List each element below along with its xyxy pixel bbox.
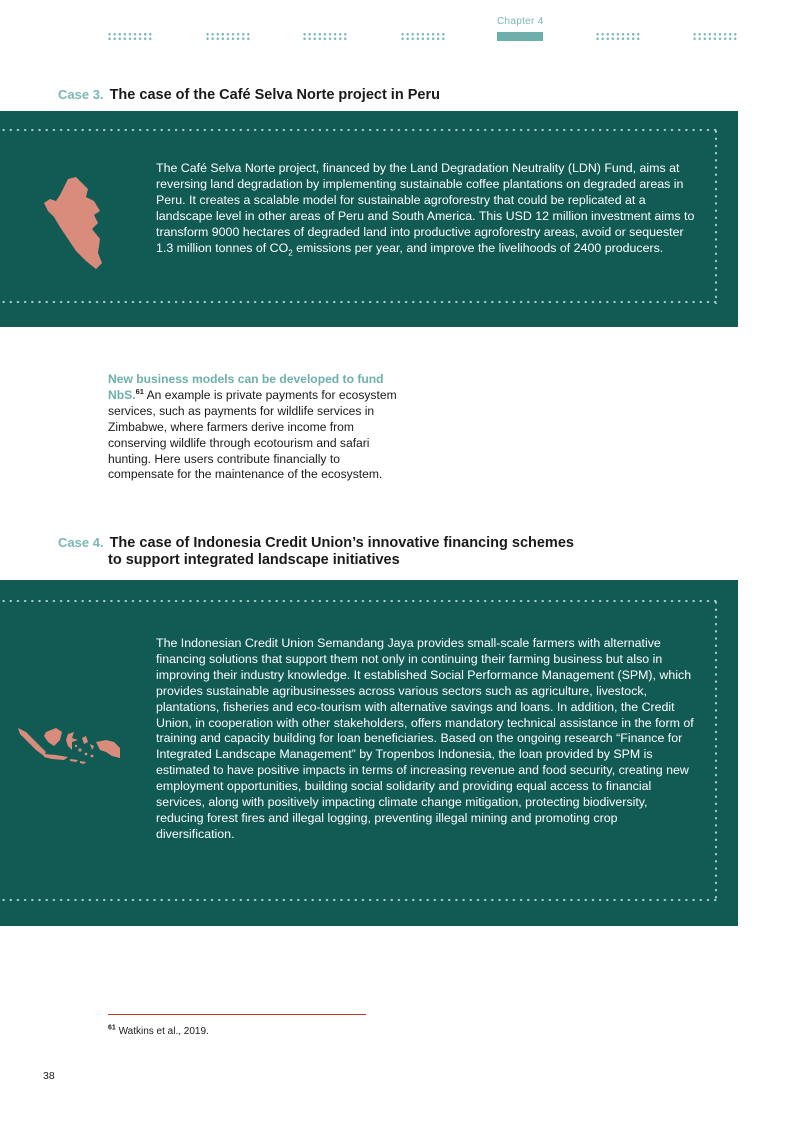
case4-title-line1: The case of Indonesia Credit Union’s innovative financing schemes (109, 535, 574, 551)
indonesia-map-icon (16, 724, 122, 774)
case4-dotted-border-top (0, 599, 718, 603)
case4-body: The Indonesian Credit Union Semandang Jaya provides small-scale farmers with alternative financing solutions that support them not only in continuing their farming business but also in improving their industry knowledge. It established Social Performance Management (SPM), which provides sustainable agribusinesses across various sectors such as agriculture, livestock, plantations, fisheries and eco-tourism with alternative savings and loans. In addition, the Credit Union, in cooperation with other stakeholders, offers mandatory technical assistance in the form of training and capacity building for loan beneficiaries. Based on the ongoing research “Finance for Integrated Landscape Management” by Tropenbos Indonesia, the loan provided by SPM is estimated to have positive impacts in terms of increasing revenue and food security, creating new employment opportunities, building social solidarity and providing equal access to financial services, along with positively impacting climate change mitigation, protecting biodiversity, reducing forest fires and illegal logging, preventing illegal mining and promoting crop diversification. (156, 636, 694, 841)
business-models-highlight: New business models can be developed to fund NbS. (108, 372, 384, 402)
footnote-number: 61 (108, 1024, 116, 1032)
chapter-nav-active[interactable] (497, 32, 543, 41)
business-models-text: An example is private payments for ecosystem services, such as payments for wildlife services in Zimbabwe, where farmers derive income from conserving wildlife through ecotourism and safari hunting. Here users contribute financially to compensate for the maintenance of the ecosystem. (108, 387, 397, 482)
chapter-nav-dots-2[interactable] (205, 32, 251, 41)
case3-body (156, 161, 696, 256)
footnote-text: Watkins et al., 2019. (115, 1026, 209, 1037)
case3-dotted-border-bottom (0, 300, 718, 304)
chapter-nav-dots-4[interactable] (400, 32, 446, 41)
case3-dotted-border-top (0, 128, 718, 132)
case3-panel (0, 111, 738, 327)
business-models-note (108, 372, 398, 483)
case4-number: Case 4. (58, 535, 104, 550)
case3-heading (58, 86, 440, 104)
chapter-nav-dots-1[interactable] (107, 32, 153, 41)
page-number: 38 (43, 1070, 55, 1082)
chapter-nav-dots-3[interactable] (302, 32, 348, 41)
chapter-label: Chapter 4 (497, 16, 544, 27)
footnote-rule (108, 1014, 366, 1015)
case3-title: The case of the Café Selva Norte project in Peru (109, 87, 440, 103)
peru-map-icon (42, 177, 104, 269)
case3-dotted-border-right (714, 128, 718, 304)
footnote (108, 1026, 209, 1037)
case3-number: Case 3. (58, 87, 104, 102)
case3-text-main: The Café Selva Norte project, financed by the Land Degradation Neutrality (LDN) Fund, aims at reversing land degradation by implementing sustainable coffee plantations on degraded areas in Peru. It creates a scalable model for sustainable agroforestry that could be replicated at a landscape level in other areas of Peru and South America. This USD 12 million investment aims to transform 9000 hectares of degraded land into productive agroforestry areas, avoid or sequester 1.3 million tonnes of CO (156, 161, 695, 255)
case4-panel (0, 580, 738, 926)
case3-text-end: emissions per year, and improve the livelihoods of 2400 producers. (292, 240, 664, 255)
case4-title-line2: to support integrated landscape initiatives (108, 552, 400, 568)
case4-dotted-border-right (714, 599, 718, 902)
chapter-nav-dots-6[interactable] (595, 32, 641, 41)
footnote-ref-61[interactable]: 61 (135, 386, 144, 396)
chapter-nav-dots-7[interactable] (692, 32, 738, 41)
co2-subscript: 2 (288, 248, 293, 257)
case4-dotted-border-bottom (0, 898, 718, 902)
case4-heading (58, 534, 574, 569)
